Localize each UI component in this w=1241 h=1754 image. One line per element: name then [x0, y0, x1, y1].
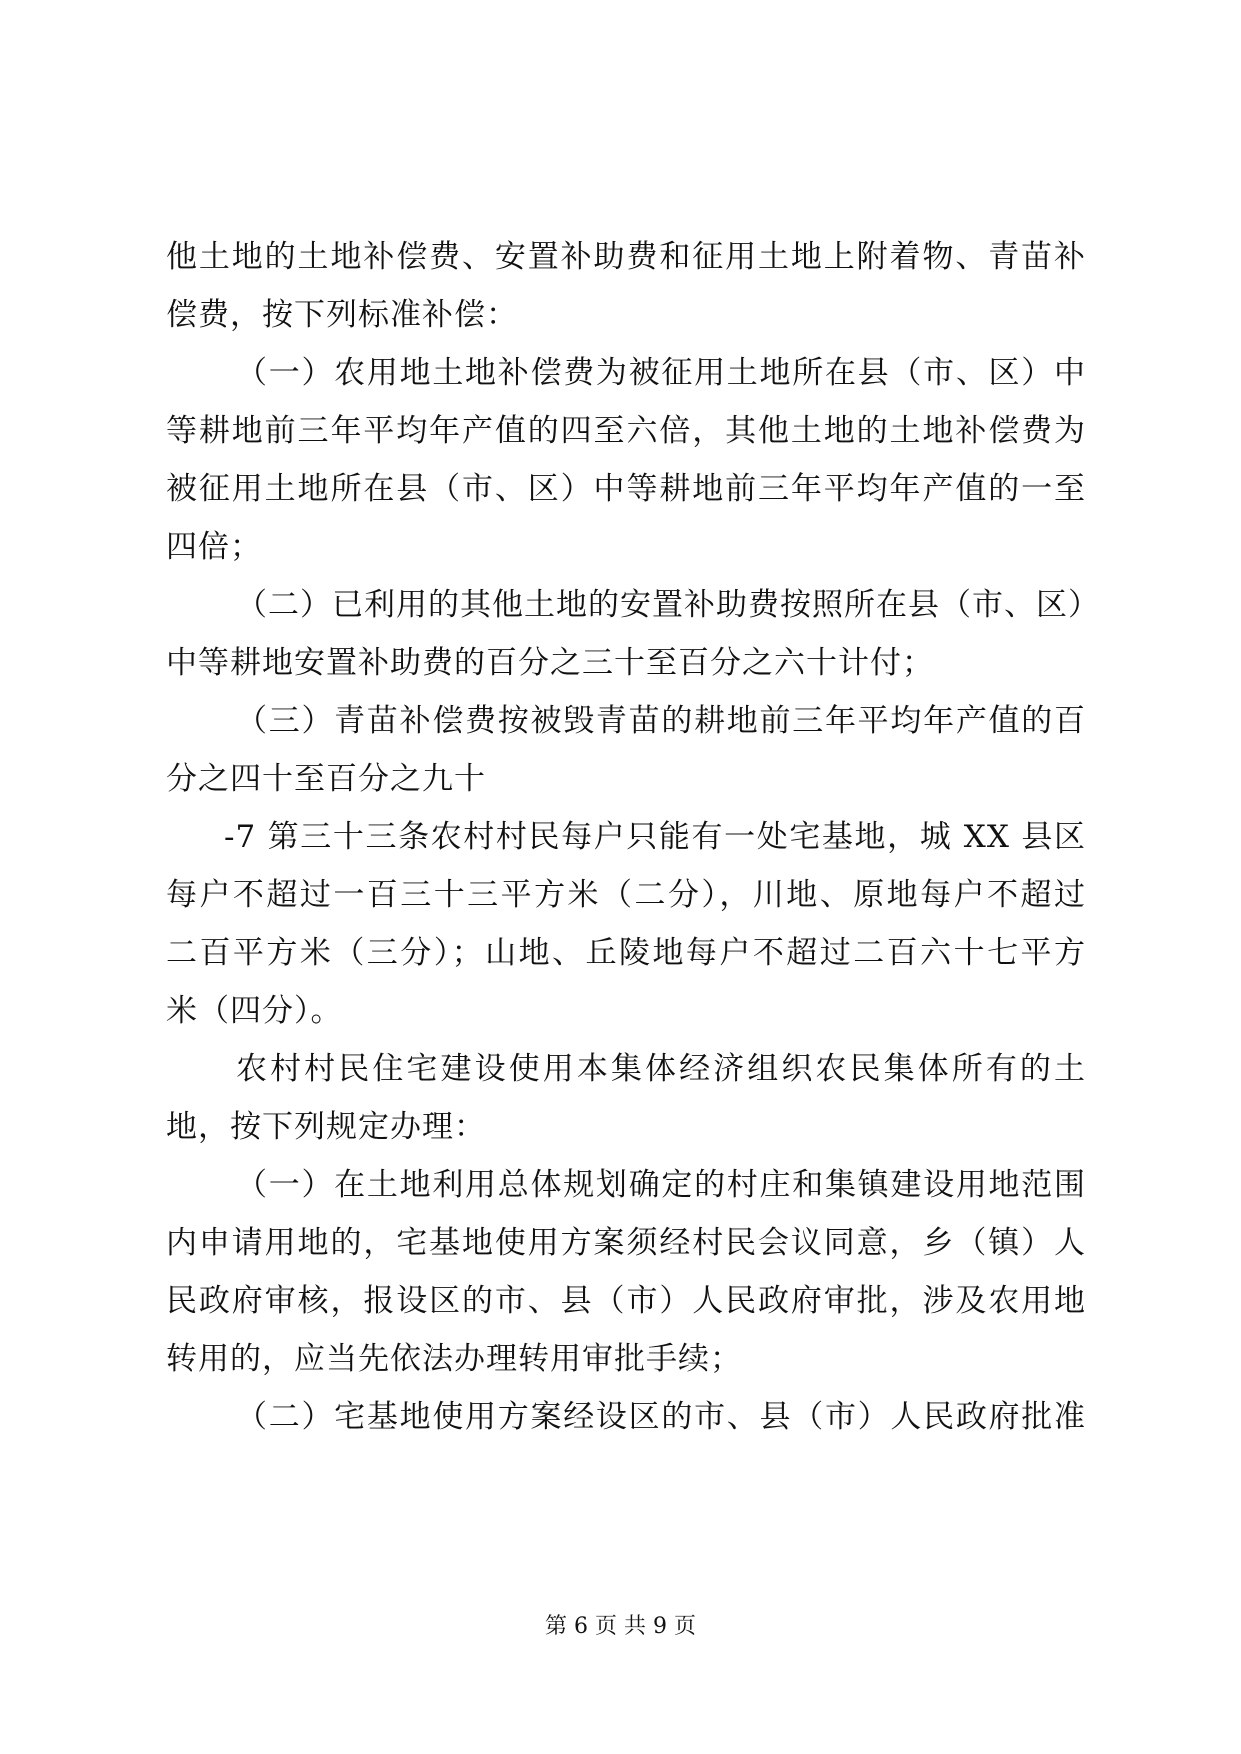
text-line: 被征用土地所在县（市、区）中等耕地前三年平均年产值的一至	[166, 471, 1086, 507]
text-line: 农村村民住宅建设使用本集体经济组织农民集体所有的土	[236, 1051, 1086, 1087]
text-line: 分之四十至百分之九十	[166, 761, 486, 797]
text-line: 每户不超过一百三十三平方米（二分），川地、原地每户不超过	[166, 877, 1086, 913]
text-line: 米（四分）。	[166, 993, 343, 1029]
text-line: （一）农用地土地补偿费为被征用土地所在县（市、区）中	[236, 355, 1086, 391]
text-line: 转用的，应当先依法办理转用审批手续；	[166, 1341, 742, 1377]
text-line: 四倍；	[166, 529, 262, 565]
text-line: 二百平方米（三分）；山地、丘陵地每户不超过二百六十七平方	[166, 935, 1086, 971]
text-line: （一）在土地利用总体规划确定的村庄和集镇建设用地范围	[236, 1167, 1086, 1203]
text-line: 民政府审核，报设区的市、县（市）人民政府审批，涉及农用地	[166, 1283, 1086, 1319]
text-line: 地，按下列规定办理：	[166, 1109, 486, 1145]
text-line: 他土地的土地补偿费、安置补助费和征用土地上附着物、青苗补	[166, 239, 1086, 275]
text-line: 等耕地前三年平均年产值的四至六倍，其他土地的土地补偿费为	[166, 413, 1086, 449]
text-line: 偿费，按下列标准补偿：	[166, 297, 518, 333]
text-line: （二）已利用的其他土地的安置补助费按照所在县（市、区）	[236, 587, 1100, 623]
page-number-footer: 第 6 页 共 9 页	[545, 1614, 696, 1639]
text-line: 内申请用地的，宅基地使用方案须经村民会议同意，乡（镇）人	[166, 1225, 1086, 1261]
text-line: （三）青苗补偿费按被毁青苗的耕地前三年平均年产值的百	[236, 703, 1086, 739]
text-line: （二）宅基地使用方案经设区的市、县（市）人民政府批准	[236, 1399, 1086, 1435]
text-line: 中等耕地安置补助费的百分之三十至百分之六十计付；	[166, 645, 934, 681]
text-line: -7 第三十三条农村村民每户只能有一处宅基地，城 XX 县区	[224, 819, 1086, 855]
document-body	[166, 228, 1100, 1446]
